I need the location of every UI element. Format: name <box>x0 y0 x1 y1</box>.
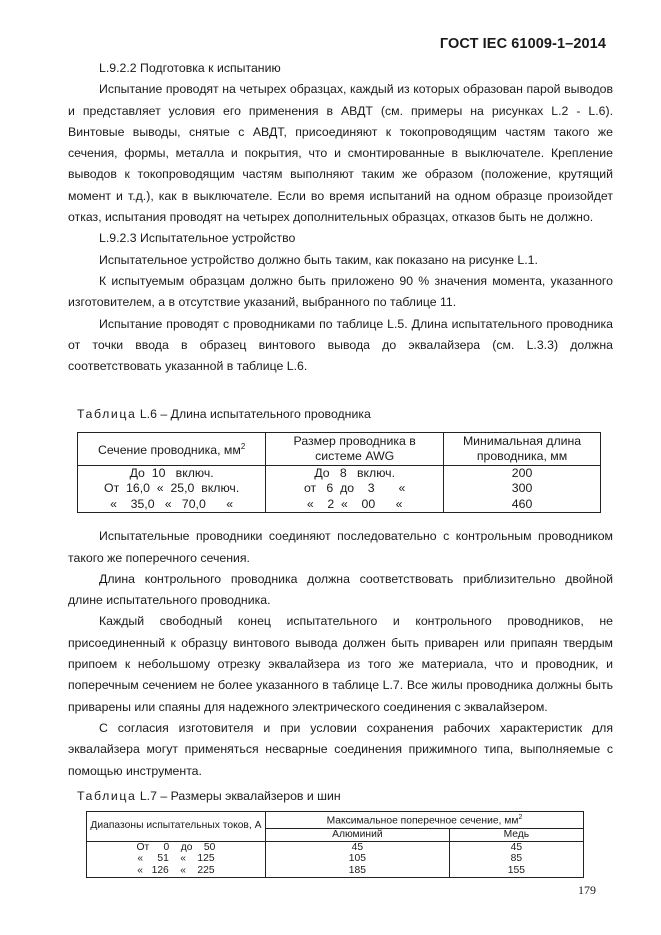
paragraph: Испытательное устройство должно быть таким, как показано на рисунке L.1. <box>99 252 538 267</box>
table-l7-caption: Таблица L.7 – Размеры эквалайзеров и шин <box>77 788 341 803</box>
paragraph: Каждый свободный конец испытательного и контрольного проводников, не присоединенный к образцу винтового вывода должен быть приварен или припаян твердым припоем к небольшому отрезку эквалайзера из того же материала, что и проводник, и поперечным сечением не более указанного в таблице L.7. Все жилы проводника должны быть приварены или спаяны для надежного электрического соединения с эквалайзером. <box>68 614 613 714</box>
paragraph: Длина контрольного проводника должна соответствовать приблизительно двойной длине испытательного проводника. <box>68 571 613 608</box>
table-l6-caption: Таблица L.6 – Длина испытательного проводника <box>77 407 371 422</box>
table-cell-aluminium: 45 105 185 <box>265 841 449 877</box>
paragraph: Испытание проводят на четырех образцах, каждый из которых образован парой выводов и представляет условия его применения в АВДТ (см. примеры на рисунках L.2 - L.6). Винтовые выводы, снятые с АВДТ, присоединяют к токопроводящим частям такого же сечения, формы, металла и покрытия, что и смонтированные в выключателе. Крепление выводов к токопроводящим частям выполняют таким же образом (положение, крутящий момент и т.д.), как в выключателе. Если во время испытаний на одном образце произойдет отказ, испытания проводят на четырех дополнительных образцах, отказов быть не должно. <box>68 82 613 225</box>
section-heading-l922: L.9.2.2 Подготовка к испытанию <box>99 61 281 75</box>
page-number: 179 <box>578 883 596 897</box>
paragraph: Испытательные проводники соединяют последовательно с контрольным проводником такого же поперечного сечения. <box>68 529 613 565</box>
paragraph: Испытание проводят с проводниками по таблице L.5. Длина испытательного проводника от точки ввода в образец винтового вывода до эквалайзера (см. L.3.3) должна соответствовать указанной в таблице L.6. <box>68 316 613 374</box>
paragraph: К испытуемым образцам должно быть приложено 90 % значения момента, указанного изготовителем, а в отсутствие указаний, выбранного по таблице 11. <box>68 273 613 310</box>
document-header: ГОСТ IEC 61009-1–2014 <box>439 36 606 52</box>
table-header-cell: Диапазоны испытательных токов, А <box>87 812 266 841</box>
paragraph: С согласия изготовителя и при условии сохранения рабочих характеристик для эквалайзера могут применяться несварные соединения прижимного типа, выполняемые с помощью инструмента. <box>68 720 613 778</box>
table-cell-copper: 45 85 155 <box>449 841 583 877</box>
page-content <box>68 58 613 878</box>
table-header-cell: Сечение проводника, $мм^2$ <box>78 432 266 465</box>
table-header-cell: Алюминий <box>265 828 449 841</box>
table-header-cell: Размер проводника в системе AWG <box>266 432 444 465</box>
table-cell-section: До 10 включ. От 16,0 « 25,0 включ. « 35,0 « 70,0 « <box>78 465 266 513</box>
table-header-cell: Максимальное поперечное сечение, $мм^2$ <box>265 812 583 828</box>
table-l7 <box>86 811 584 878</box>
table-cell-length: 200 300 460 <box>444 465 601 513</box>
table-header-cell: Минимальная длина проводника, мм <box>444 432 601 465</box>
table-l6 <box>77 432 601 514</box>
table-cell-range: От 0 до 50 « 51 « 125 « 126 « 225 <box>87 841 266 877</box>
middle-block <box>68 526 613 782</box>
table-header-cell: Медь <box>449 828 583 841</box>
table-cell-awg: До 8 включ. от 6 до 3 « « 2 « 00 « <box>266 465 444 513</box>
section-heading-l923: L.9.2.3 Испытательное устройство <box>99 231 296 246</box>
